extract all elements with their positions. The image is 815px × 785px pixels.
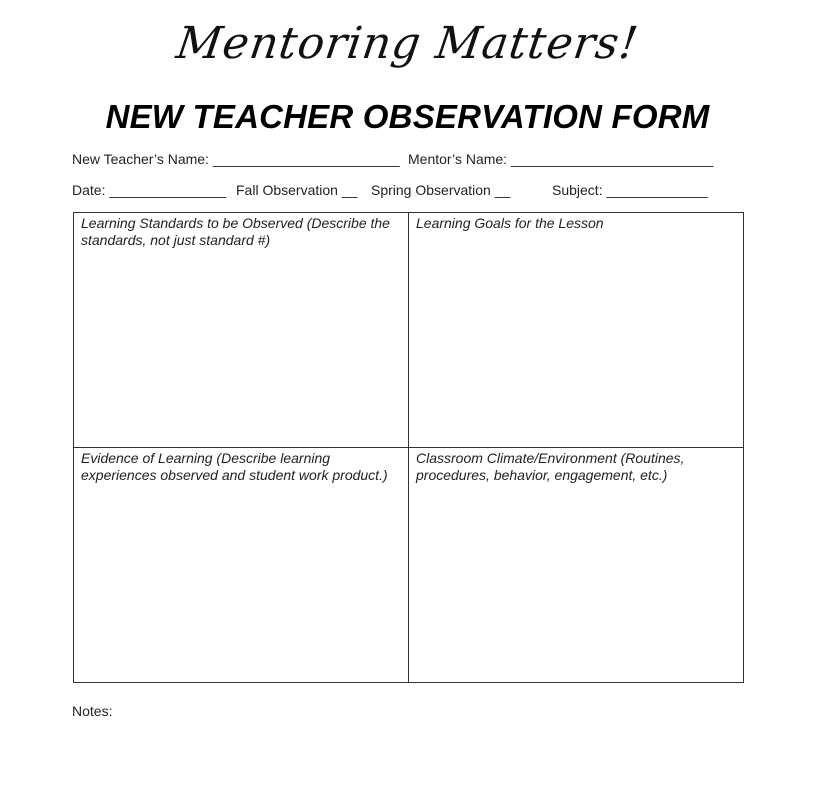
- spring-observation-field[interactable]: Spring Observation __: [371, 182, 511, 198]
- standards-cell[interactable]: [74, 213, 409, 448]
- goals-cell[interactable]: [409, 213, 743, 448]
- goals-label: Learning Goals for the Lesson: [416, 215, 604, 231]
- subject-field[interactable]: Subject: _____________: [552, 182, 708, 198]
- script-title: Mentoring Matters!: [173, 18, 642, 69]
- name-fields-row: [72, 151, 752, 169]
- notes-label: Notes:: [72, 703, 113, 719]
- observation-fields-row: [72, 182, 752, 200]
- observation-grid: [73, 212, 744, 683]
- climate-cell[interactable]: [409, 448, 743, 682]
- standards-label: Learning Standards to be Observed (Describe the standards, not just standard #): [81, 215, 390, 248]
- climate-label: Classroom Climate/Environment (Routines, procedures, behavior, engagement, etc.): [416, 450, 685, 483]
- evidence-label: Evidence of Learning (Describe learning experiences observed and student work product.): [81, 450, 388, 483]
- mentor-name-field[interactable]: Mentor’s Name: __________________________: [408, 151, 714, 167]
- evidence-cell[interactable]: [74, 448, 409, 682]
- date-field[interactable]: Date: _______________: [72, 182, 227, 198]
- teacher-name-field[interactable]: New Teacher’s Name: ________________________: [72, 151, 400, 167]
- fall-observation-field[interactable]: Fall Observation __: [236, 182, 358, 198]
- page-title: NEW TEACHER OBSERVATION FORM: [105, 98, 710, 135]
